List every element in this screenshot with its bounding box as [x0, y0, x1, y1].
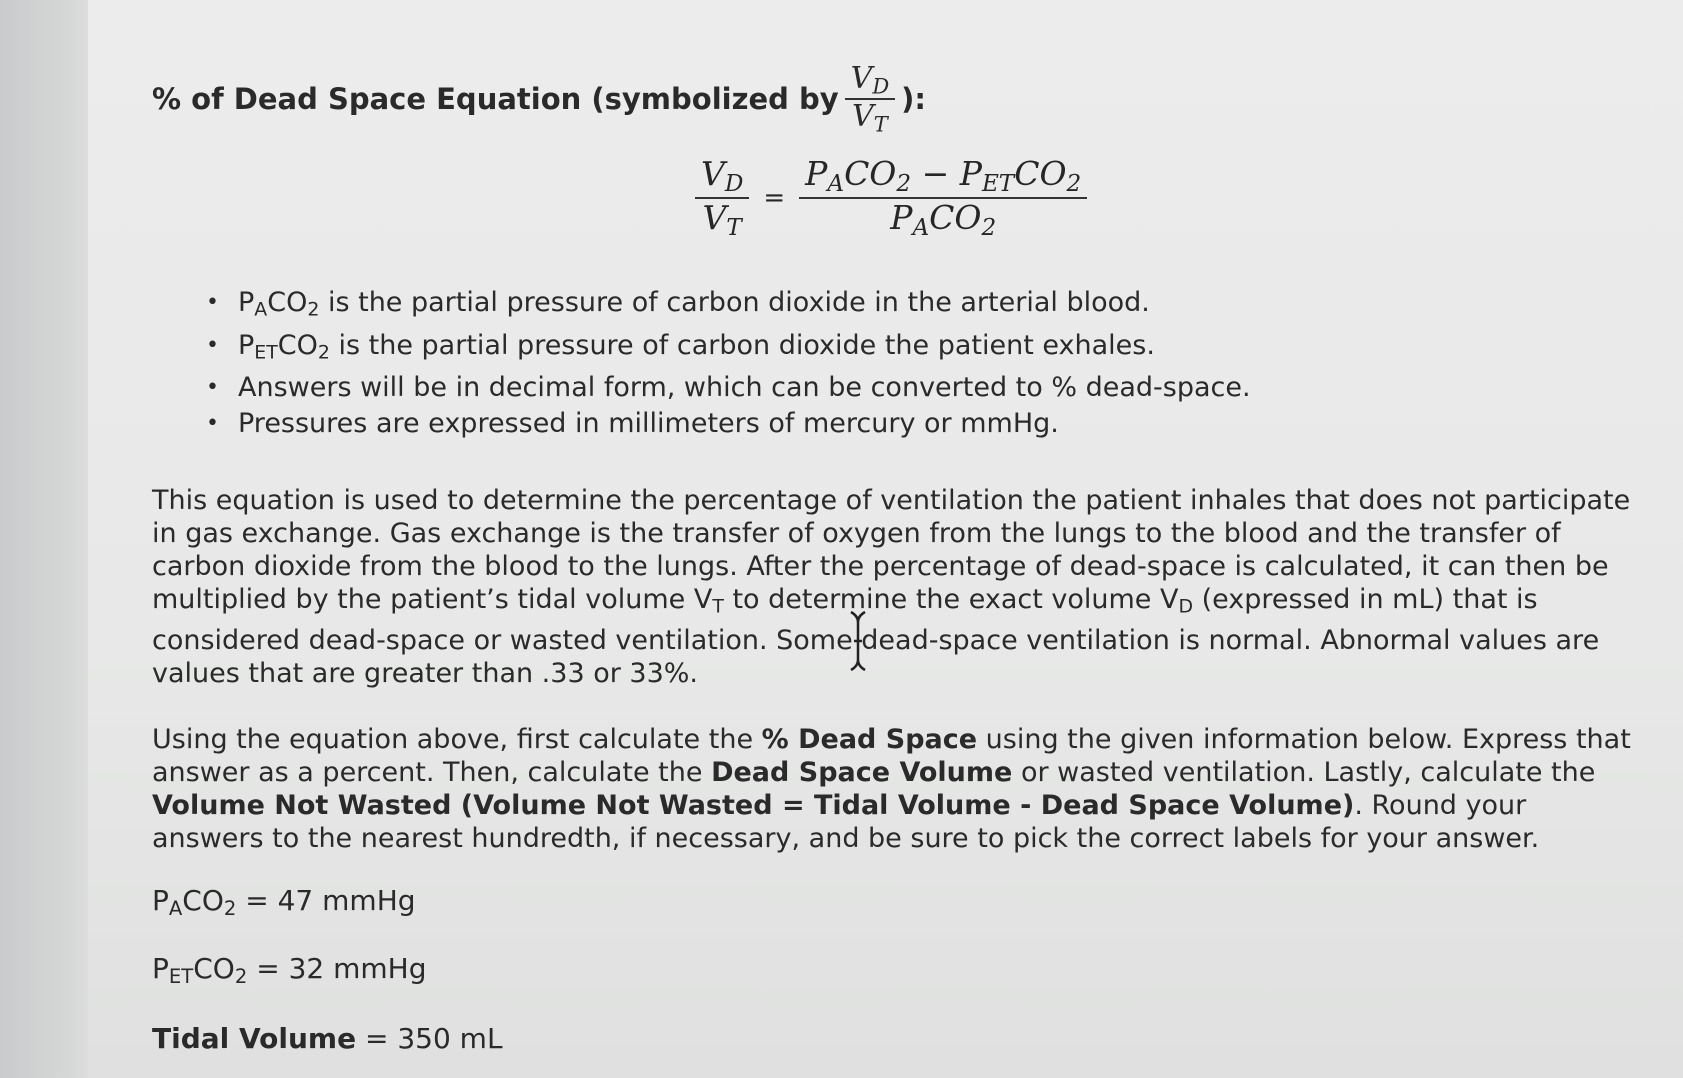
symbol-sub: ET	[254, 341, 278, 364]
rhs-den-a: P	[890, 198, 913, 238]
rhs-num-b-sub: 2	[896, 170, 912, 197]
lhs-num: V	[701, 154, 725, 193]
given-paco2	[152, 884, 416, 920]
list-item-text: is the partial pressure of carbon dioxide the patient exhales.	[329, 329, 1155, 361]
rhs-num-c-sub: ET	[981, 170, 1015, 197]
symbol: CO	[182, 884, 224, 917]
list-item	[200, 370, 1251, 406]
rhs-num-d-sub: 2	[1066, 170, 1082, 197]
rhs-denominator	[884, 199, 1002, 241]
list-item	[200, 285, 1251, 328]
symbol: CO	[267, 287, 308, 318]
given-value: = 47 mmHg	[236, 884, 416, 917]
equation-lhs	[695, 155, 749, 242]
paragraph-text: to determine the exact volume V	[723, 584, 1179, 615]
rhs-num-d: CO	[1014, 154, 1067, 193]
explanation-paragraph	[152, 484, 1632, 690]
bold-term: Volume Not Wasted (Volume Not Wasted = Tidal Volume - Dead Space Volume)	[152, 790, 1355, 821]
title-fraction	[845, 62, 896, 137]
rhs-num-a-sub: A	[827, 170, 845, 197]
title-frac-den-sub: T	[873, 112, 888, 137]
given-value: = 350 mL	[356, 1022, 503, 1055]
tidal-volume-label: Tidal Volume	[152, 1022, 357, 1055]
symbol-sub: 2	[234, 964, 248, 988]
rhs-den-b: CO	[929, 198, 982, 238]
title-prefix: % of Dead Space Equation (symbolized by	[152, 82, 839, 117]
paragraph-text: using the given information below. Express that answer as a percent. Then, calculate the	[152, 724, 1631, 788]
text-cursor-icon	[848, 610, 868, 672]
bold-term: % Dead Space	[761, 724, 978, 755]
list-item	[200, 328, 1251, 371]
symbol-sub: A	[168, 896, 183, 920]
title-suffix: ):	[901, 82, 927, 117]
given-petco2	[152, 952, 426, 988]
symbol: P	[238, 329, 255, 361]
equation-title	[152, 62, 926, 137]
rhs-den-b-sub: 2	[981, 215, 997, 242]
rhs-num-b: CO	[844, 154, 897, 193]
list-item-text: Pressures are expressed in millimeters of mercury or mmHg.	[238, 408, 1059, 440]
subscript: T	[712, 595, 724, 618]
title-frac-num-sub: D	[872, 74, 890, 99]
lhs-den: V	[702, 198, 727, 238]
symbol-sub: ET	[168, 964, 194, 988]
equals-sign: =	[763, 183, 786, 214]
symbol: P	[238, 287, 255, 318]
rhs-den-a-sub: A	[912, 215, 930, 242]
lhs-den-sub: T	[726, 215, 742, 242]
symbol-sub: 2	[223, 896, 237, 920]
rhs-num-c: P	[959, 154, 982, 193]
definitions-list	[200, 285, 1251, 442]
symbol: CO	[193, 952, 235, 985]
symbol: CO	[277, 329, 318, 361]
rhs-numerator	[799, 155, 1087, 197]
list-item-text: Answers will be in decimal form, which can be converted to % dead-space.	[238, 372, 1251, 404]
paragraph-text: (expressed in mL) that is considered dead-space or wasted ventilation. Some dead-space ventilation is normal. Abnormal values are values that are greater than .33 or 33%.	[152, 584, 1600, 689]
symbol: P	[152, 952, 169, 985]
instructions-paragraph	[152, 723, 1632, 855]
given-tidal-volume	[152, 1022, 503, 1055]
paragraph-text: . Round your answers to the nearest hundredth, if necessary, and be sure to pick the correct labels for your answer.	[152, 790, 1540, 854]
symbol-sub: 2	[307, 298, 320, 321]
paragraph-text: Using the equation above, first calculate the	[152, 724, 762, 755]
symbol-sub: 2	[317, 341, 330, 364]
given-value: = 32 mmHg	[247, 952, 427, 985]
dead-space-equation	[695, 155, 1087, 242]
bold-term: Dead Space Volume	[711, 757, 1013, 788]
symbol-sub: A	[254, 298, 268, 321]
paragraph-text: This equation is used to determine the percentage of ventilation the patient inhales that does not participate in gas exchange. Gas exchange is the transfer of oxygen from the lungs to the blood and the transfer of carbon dioxide from the blood to the lungs. After the percentage of dead-space is calculated, it can then be multiplied by the patient’s tidal volume V	[152, 485, 1631, 615]
rhs-num-a: P	[805, 154, 828, 193]
equation-rhs	[799, 155, 1087, 242]
minus-sign: −	[911, 154, 960, 193]
paragraph-text: or wasted ventilation. Lastly, calculate the	[1012, 757, 1596, 788]
title-frac-num: V	[850, 61, 873, 96]
lhs-num-sub: D	[724, 170, 744, 197]
list-item-text: is the partial pressure of carbon dioxide in the arterial blood.	[319, 287, 1150, 318]
subscript: D	[1178, 595, 1194, 618]
left-edge-shadow	[0, 0, 88, 1078]
title-frac-den: V	[852, 99, 874, 135]
symbol: P	[152, 884, 169, 917]
list-item	[200, 406, 1251, 442]
